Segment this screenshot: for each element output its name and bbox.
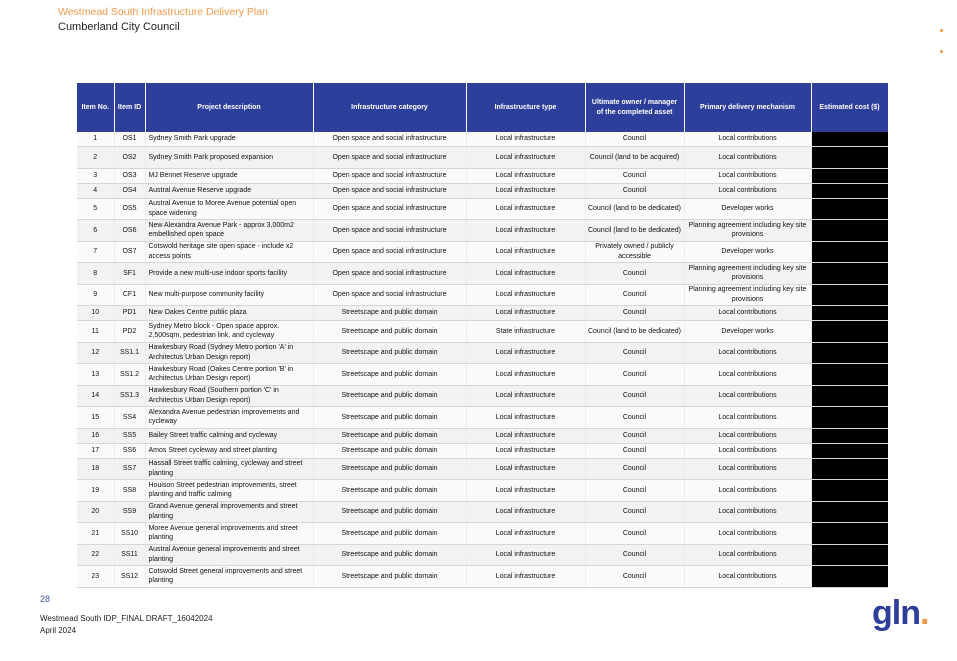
cell-owner: Council bbox=[585, 183, 684, 198]
cell-owner: Council bbox=[585, 168, 684, 183]
column-header: Infrastructure type bbox=[466, 83, 585, 132]
cell-owner: Council bbox=[585, 523, 684, 545]
table-row bbox=[77, 523, 888, 545]
cell-description: Alexandra Avenue pedestrian improvements and cycleway bbox=[145, 407, 313, 429]
cell-item-id: OS6 bbox=[114, 220, 145, 242]
cell-item-no: 16 bbox=[77, 428, 114, 443]
cell-category: Open space and social infrastructure bbox=[313, 198, 466, 220]
cell-category: Streetscape and public domain bbox=[313, 407, 466, 429]
cell-delivery-mechanism: Local contributions bbox=[684, 407, 811, 429]
cell-estimated-cost-redacted bbox=[811, 364, 888, 386]
cell-estimated-cost-redacted bbox=[811, 306, 888, 321]
column-header: Item ID bbox=[114, 83, 145, 132]
cell-item-id: SS10 bbox=[114, 523, 145, 545]
cell-estimated-cost-redacted bbox=[811, 132, 888, 147]
cell-delivery-mechanism: Developer works bbox=[684, 321, 811, 343]
cell-item-id: SS11 bbox=[114, 544, 145, 566]
cell-item-no: 1 bbox=[77, 132, 114, 147]
cell-description: Houison Street pedestrian improvements, street planting and traffic calming bbox=[145, 480, 313, 502]
decorative-dot bbox=[940, 29, 943, 32]
cell-category: Streetscape and public domain bbox=[313, 544, 466, 566]
cell-estimated-cost-redacted bbox=[811, 183, 888, 198]
cell-item-no: 2 bbox=[77, 147, 114, 169]
cell-item-id: OS1 bbox=[114, 132, 145, 147]
cell-estimated-cost-redacted bbox=[811, 566, 888, 588]
cell-category: Open space and social infrastructure bbox=[313, 183, 466, 198]
cell-estimated-cost-redacted bbox=[811, 407, 888, 429]
cell-type: Local infrastructure bbox=[466, 306, 585, 321]
cell-owner: Council (land to be acquired) bbox=[585, 147, 684, 169]
cell-item-id: PD1 bbox=[114, 306, 145, 321]
cell-type: Local infrastructure bbox=[466, 183, 585, 198]
cell-item-no: 13 bbox=[77, 364, 114, 386]
cell-delivery-mechanism: Local contributions bbox=[684, 501, 811, 523]
cell-description: MJ Bennet Reserve upgrade bbox=[145, 168, 313, 183]
cell-estimated-cost-redacted bbox=[811, 428, 888, 443]
table-row bbox=[77, 198, 888, 220]
cell-owner: Privately owned / publicly accessible bbox=[585, 241, 684, 263]
cell-owner: Council bbox=[585, 501, 684, 523]
cell-type: Local infrastructure bbox=[466, 147, 585, 169]
table-row bbox=[77, 407, 888, 429]
cell-item-id: SS1.2 bbox=[114, 364, 145, 386]
cell-type: Local infrastructure bbox=[466, 443, 585, 458]
table-row bbox=[77, 385, 888, 407]
cell-owner: Council bbox=[585, 458, 684, 480]
table-row bbox=[77, 458, 888, 480]
cell-item-id: PD2 bbox=[114, 321, 145, 343]
column-header: Infrastructure category bbox=[313, 83, 466, 132]
cell-delivery-mechanism: Local contributions bbox=[684, 458, 811, 480]
cell-type: Local infrastructure bbox=[466, 132, 585, 147]
cell-item-id: OS5 bbox=[114, 198, 145, 220]
gln-logo bbox=[872, 594, 928, 633]
cell-item-id: SS6 bbox=[114, 443, 145, 458]
cell-delivery-mechanism: Local contributions bbox=[684, 544, 811, 566]
cell-description: New multi-purpose community facility bbox=[145, 284, 313, 306]
document-date: April 2024 bbox=[40, 626, 77, 635]
cell-type: Local infrastructure bbox=[466, 263, 585, 285]
cell-delivery-mechanism: Local contributions bbox=[684, 132, 811, 147]
table-row bbox=[77, 443, 888, 458]
cell-category: Open space and social infrastructure bbox=[313, 132, 466, 147]
table-row bbox=[77, 241, 888, 263]
cell-delivery-mechanism: Local contributions bbox=[684, 523, 811, 545]
cell-owner: Council (land to be dedicated) bbox=[585, 321, 684, 343]
cell-category: Open space and social infrastructure bbox=[313, 263, 466, 285]
cell-delivery-mechanism: Local contributions bbox=[684, 183, 811, 198]
cell-item-no: 10 bbox=[77, 306, 114, 321]
cell-category: Open space and social infrastructure bbox=[313, 241, 466, 263]
cell-category: Streetscape and public domain bbox=[313, 364, 466, 386]
cell-type: Local infrastructure bbox=[466, 428, 585, 443]
cell-item-no: 6 bbox=[77, 220, 114, 242]
cell-delivery-mechanism: Planning agreement including key site provisions bbox=[684, 263, 811, 285]
cell-category: Streetscape and public domain bbox=[313, 321, 466, 343]
cell-category: Streetscape and public domain bbox=[313, 385, 466, 407]
cell-estimated-cost-redacted bbox=[811, 458, 888, 480]
cell-description: Hawkesbury Road (Southern portion 'C' in Architectus Urban Design report) bbox=[145, 385, 313, 407]
cell-item-no: 4 bbox=[77, 183, 114, 198]
table-row bbox=[77, 544, 888, 566]
cell-owner: Council bbox=[585, 544, 684, 566]
cell-estimated-cost-redacted bbox=[811, 220, 888, 242]
cell-item-id: SS5 bbox=[114, 428, 145, 443]
cell-delivery-mechanism: Planning agreement including key site provisions bbox=[684, 284, 811, 306]
cell-item-no: 7 bbox=[77, 241, 114, 263]
column-header: Estimated cost ($) bbox=[811, 83, 888, 132]
cell-description: Amos Street cycleway and street planting bbox=[145, 443, 313, 458]
cell-type: Local infrastructure bbox=[466, 501, 585, 523]
cell-description: Hassall Street traffic calming, cycleway and street planting bbox=[145, 458, 313, 480]
cell-delivery-mechanism: Local contributions bbox=[684, 443, 811, 458]
cell-description: Cotswold heritage site open space - include x2 access points bbox=[145, 241, 313, 263]
table-row bbox=[77, 168, 888, 183]
column-header: Primary delivery mechanism bbox=[684, 83, 811, 132]
cell-estimated-cost-redacted bbox=[811, 385, 888, 407]
cell-owner: Council bbox=[585, 284, 684, 306]
table-row bbox=[77, 147, 888, 169]
cell-type: Local infrastructure bbox=[466, 364, 585, 386]
document-subtitle: Westmead South Infrastructure Delivery Plan bbox=[58, 6, 268, 18]
cell-description: Sydney Smith Park upgrade bbox=[145, 132, 313, 147]
cell-item-no: 8 bbox=[77, 263, 114, 285]
cell-item-id: CF1 bbox=[114, 284, 145, 306]
cell-estimated-cost-redacted bbox=[811, 321, 888, 343]
cell-estimated-cost-redacted bbox=[811, 263, 888, 285]
cell-owner: Council bbox=[585, 385, 684, 407]
cell-description: Hawkesbury Road (Oakes Centre portion 'B' in Architectus Urban Design report) bbox=[145, 364, 313, 386]
cell-description: Bailey Street traffic calming and cycleway bbox=[145, 428, 313, 443]
table-row bbox=[77, 342, 888, 364]
cell-delivery-mechanism: Local contributions bbox=[684, 566, 811, 588]
cell-item-id: SS8 bbox=[114, 480, 145, 502]
cell-estimated-cost-redacted bbox=[811, 443, 888, 458]
table-body bbox=[77, 132, 888, 587]
table-row bbox=[77, 284, 888, 306]
cell-owner: Council bbox=[585, 306, 684, 321]
cell-item-id: OS7 bbox=[114, 241, 145, 263]
cell-item-no: 17 bbox=[77, 443, 114, 458]
cell-delivery-mechanism: Local contributions bbox=[684, 168, 811, 183]
cell-description: Austral Avenue Reserve upgrade bbox=[145, 183, 313, 198]
cell-description: New Alexandra Avenue Park - approx 3,000m2 embellished open space bbox=[145, 220, 313, 242]
table-row bbox=[77, 566, 888, 588]
cell-type: Local infrastructure bbox=[466, 241, 585, 263]
cell-estimated-cost-redacted bbox=[811, 501, 888, 523]
cell-category: Open space and social infrastructure bbox=[313, 168, 466, 183]
cell-type: Local infrastructure bbox=[466, 544, 585, 566]
document-title: Cumberland City Council bbox=[58, 21, 180, 33]
cell-owner: Council bbox=[585, 407, 684, 429]
cell-item-no: 19 bbox=[77, 480, 114, 502]
cell-item-id: SS9 bbox=[114, 501, 145, 523]
infrastructure-table bbox=[77, 83, 889, 588]
cell-category: Streetscape and public domain bbox=[313, 566, 466, 588]
cell-type: Local infrastructure bbox=[466, 342, 585, 364]
cell-type: Local infrastructure bbox=[466, 168, 585, 183]
logo-text: gln bbox=[872, 594, 920, 632]
cell-owner: Council bbox=[585, 364, 684, 386]
cell-delivery-mechanism: Planning agreement including key site provisions bbox=[684, 220, 811, 242]
cell-delivery-mechanism: Local contributions bbox=[684, 480, 811, 502]
infrastructure-table-container bbox=[77, 83, 888, 588]
cell-type: Local infrastructure bbox=[466, 198, 585, 220]
cell-type: Local infrastructure bbox=[466, 220, 585, 242]
cell-item-id: OS2 bbox=[114, 147, 145, 169]
cell-type: Local infrastructure bbox=[466, 385, 585, 407]
cell-item-id: SS12 bbox=[114, 566, 145, 588]
cell-category: Open space and social infrastructure bbox=[313, 147, 466, 169]
cell-estimated-cost-redacted bbox=[811, 198, 888, 220]
cell-type: Local infrastructure bbox=[466, 284, 585, 306]
cell-type: Local infrastructure bbox=[466, 480, 585, 502]
cell-description: New Oakes Centre public plaza bbox=[145, 306, 313, 321]
document-reference: Westmead South IDP_FINAL DRAFT_16042024 bbox=[40, 614, 213, 623]
cell-item-id: OS4 bbox=[114, 183, 145, 198]
cell-category: Streetscape and public domain bbox=[313, 443, 466, 458]
cell-item-no: 12 bbox=[77, 342, 114, 364]
cell-type: State infrastructure bbox=[466, 321, 585, 343]
cell-item-no: 3 bbox=[77, 168, 114, 183]
cell-item-id: SS1.3 bbox=[114, 385, 145, 407]
cell-delivery-mechanism: Local contributions bbox=[684, 364, 811, 386]
table-row bbox=[77, 480, 888, 502]
logo-dot: . bbox=[919, 594, 929, 632]
table-row bbox=[77, 263, 888, 285]
cell-type: Local infrastructure bbox=[466, 407, 585, 429]
cell-category: Open space and social infrastructure bbox=[313, 284, 466, 306]
cell-category: Open space and social infrastructure bbox=[313, 220, 466, 242]
cell-category: Streetscape and public domain bbox=[313, 306, 466, 321]
cell-type: Local infrastructure bbox=[466, 566, 585, 588]
cell-delivery-mechanism: Local contributions bbox=[684, 342, 811, 364]
cell-type: Local infrastructure bbox=[466, 458, 585, 480]
cell-delivery-mechanism: Local contributions bbox=[684, 147, 811, 169]
table-row bbox=[77, 321, 888, 343]
cell-item-id: SF1 bbox=[114, 263, 145, 285]
cell-description: Moree Avenue general improvements and street planting bbox=[145, 523, 313, 545]
cell-category: Streetscape and public domain bbox=[313, 480, 466, 502]
cell-item-id: OS3 bbox=[114, 168, 145, 183]
table-header-row bbox=[77, 83, 888, 132]
cell-description: Sydney Smith Park proposed expansion bbox=[145, 147, 313, 169]
cell-owner: Council (land to be dedicated) bbox=[585, 198, 684, 220]
cell-estimated-cost-redacted bbox=[811, 241, 888, 263]
table-row bbox=[77, 364, 888, 386]
cell-owner: Council bbox=[585, 566, 684, 588]
cell-delivery-mechanism: Local contributions bbox=[684, 385, 811, 407]
cell-item-no: 15 bbox=[77, 407, 114, 429]
column-header: Item No. bbox=[77, 83, 114, 132]
table-row bbox=[77, 132, 888, 147]
cell-delivery-mechanism: Local contributions bbox=[684, 428, 811, 443]
page-number: 28 bbox=[40, 594, 51, 604]
cell-owner: Council bbox=[585, 132, 684, 147]
cell-delivery-mechanism: Developer works bbox=[684, 241, 811, 263]
cell-description: Sydney Metro block - Open space approx. 2,500sqm, pedestrian link, and cycleway bbox=[145, 321, 313, 343]
cell-estimated-cost-redacted bbox=[811, 147, 888, 169]
cell-type: Local infrastructure bbox=[466, 523, 585, 545]
cell-owner: Council bbox=[585, 428, 684, 443]
cell-description: Austral Avenue general improvements and street planting bbox=[145, 544, 313, 566]
cell-description: Provide a new multi-use indoor sports facility bbox=[145, 263, 313, 285]
cell-item-id: SS7 bbox=[114, 458, 145, 480]
cell-category: Streetscape and public domain bbox=[313, 458, 466, 480]
table-row bbox=[77, 428, 888, 443]
cell-item-no: 14 bbox=[77, 385, 114, 407]
cell-description: Austral Avenue to Moree Avenue potential open space widening bbox=[145, 198, 313, 220]
cell-item-no: 18 bbox=[77, 458, 114, 480]
cell-owner: Council bbox=[585, 480, 684, 502]
cell-item-no: 22 bbox=[77, 544, 114, 566]
cell-item-id: SS1.1 bbox=[114, 342, 145, 364]
cell-owner: Council (land to be dedicated) bbox=[585, 220, 684, 242]
cell-description: Hawkesbury Road (Sydney Metro portion 'A' in Architectus Urban Design report) bbox=[145, 342, 313, 364]
cell-estimated-cost-redacted bbox=[811, 284, 888, 306]
cell-item-no: 21 bbox=[77, 523, 114, 545]
cell-item-no: 11 bbox=[77, 321, 114, 343]
cell-owner: Council bbox=[585, 342, 684, 364]
table-row bbox=[77, 220, 888, 242]
cell-category: Streetscape and public domain bbox=[313, 428, 466, 443]
column-header: Ultimate owner / manager of the completed asset bbox=[585, 83, 684, 132]
cell-category: Streetscape and public domain bbox=[313, 523, 466, 545]
cell-delivery-mechanism: Local contributions bbox=[684, 306, 811, 321]
cell-category: Streetscape and public domain bbox=[313, 501, 466, 523]
cell-item-no: 5 bbox=[77, 198, 114, 220]
cell-owner: Council bbox=[585, 263, 684, 285]
cell-estimated-cost-redacted bbox=[811, 523, 888, 545]
cell-item-no: 23 bbox=[77, 566, 114, 588]
cell-estimated-cost-redacted bbox=[811, 342, 888, 364]
decorative-dot bbox=[940, 50, 943, 53]
cell-estimated-cost-redacted bbox=[811, 480, 888, 502]
table-row bbox=[77, 501, 888, 523]
cell-delivery-mechanism: Developer works bbox=[684, 198, 811, 220]
cell-estimated-cost-redacted bbox=[811, 168, 888, 183]
cell-category: Streetscape and public domain bbox=[313, 342, 466, 364]
cell-item-id: SS4 bbox=[114, 407, 145, 429]
cell-item-no: 9 bbox=[77, 284, 114, 306]
table-row bbox=[77, 306, 888, 321]
column-header: Project description bbox=[145, 83, 313, 132]
cell-owner: Council bbox=[585, 443, 684, 458]
cell-estimated-cost-redacted bbox=[811, 544, 888, 566]
cell-description: Cotswold Street general improvements and street planting bbox=[145, 566, 313, 588]
table-row bbox=[77, 183, 888, 198]
cell-item-no: 20 bbox=[77, 501, 114, 523]
cell-description: Grand Avenue general improvements and street planting bbox=[145, 501, 313, 523]
